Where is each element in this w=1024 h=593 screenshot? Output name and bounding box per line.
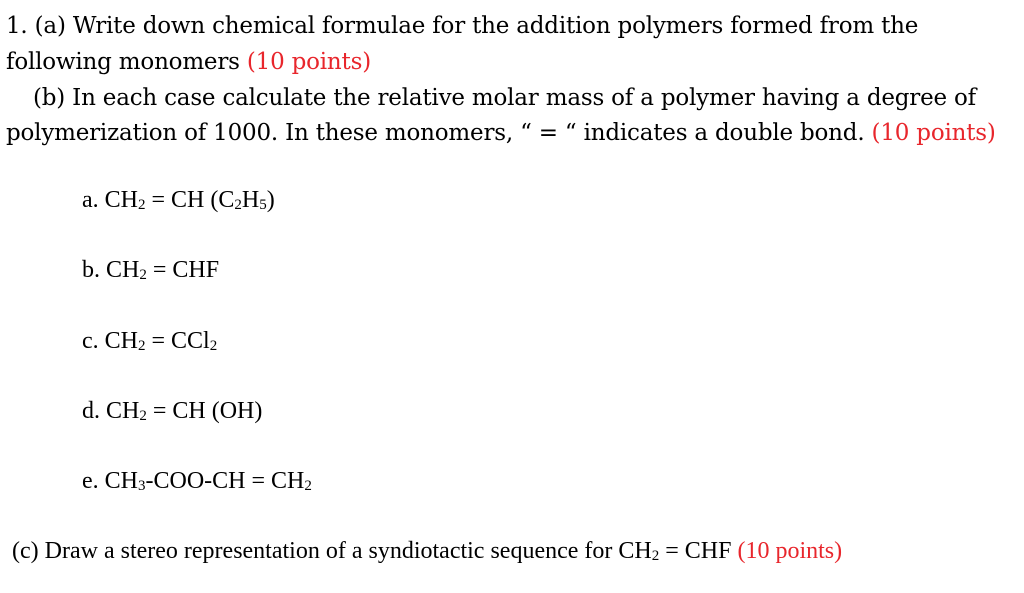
monomer-e-formula-2: -COO-CH = CH xyxy=(145,468,305,494)
monomer-a-sub-1: 2 xyxy=(138,197,146,213)
monomer-e-label: e. xyxy=(82,468,105,494)
monomer-e-sub-1: 3 xyxy=(138,478,146,494)
monomer-d-label: d. xyxy=(82,398,106,424)
monomer-d-formula-2: = CH (OH) xyxy=(146,398,263,424)
part-c-points: (10 points) xyxy=(737,538,843,564)
part-a-text-1: 1. (a) Write down chemical formulae for the addition polymers formed from the xyxy=(6,13,919,39)
part-c-text-1: (c) Draw a stereo representation of a syndiotactic sequence for CH xyxy=(12,538,652,564)
question-part-b-line-1 xyxy=(33,84,976,112)
monomer-d-formula-1: CH xyxy=(106,398,140,424)
monomer-b-formula-2: = CHF xyxy=(146,257,220,283)
monomer-b xyxy=(82,256,219,284)
part-a-text-2: following monomers xyxy=(6,49,247,75)
part-b-text-1: (b) In each case calculate the relative molar mass of a polymer having a degree of xyxy=(33,85,976,111)
monomer-a-formula-2: = CH (C xyxy=(145,187,235,213)
monomer-a-formula-1: CH xyxy=(104,187,138,213)
monomer-a-formula-4: ) xyxy=(266,187,275,213)
part-a-points: (10 points) xyxy=(246,49,371,75)
monomer-c-formula-1: CH xyxy=(104,328,138,354)
monomer-a-formula-3: H xyxy=(241,187,260,213)
monomer-c xyxy=(82,327,217,355)
monomer-e xyxy=(82,467,312,495)
part-b-points: (10 points) xyxy=(871,120,996,146)
monomer-b-sub-1: 2 xyxy=(139,267,147,283)
monomer-d xyxy=(82,397,262,425)
monomer-a-sub-2: 2 xyxy=(234,197,242,213)
question-part-b-line-2 xyxy=(6,119,996,147)
monomer-b-formula-1: CH xyxy=(106,257,140,283)
monomer-c-label: c. xyxy=(82,328,105,354)
monomer-b-label: b. xyxy=(82,257,106,283)
monomer-c-sub-2: 2 xyxy=(209,338,218,354)
monomer-a xyxy=(82,186,275,214)
monomer-e-sub-2: 2 xyxy=(304,478,312,494)
monomer-a-sub-3: 5 xyxy=(259,197,267,213)
monomer-e-formula-1: CH xyxy=(104,468,138,494)
part-c-sub: 2 xyxy=(651,548,660,564)
part-b-text-2: polymerization of 1000. In these monomers, “ = “ indicates a double bond. xyxy=(6,120,872,146)
monomer-c-sub-1: 2 xyxy=(138,338,146,354)
monomer-c-formula-2: = CCl xyxy=(145,328,210,354)
question-part-a-line-1 xyxy=(6,12,918,40)
question-part-c xyxy=(12,537,842,565)
part-c-text-2: = CHF xyxy=(659,538,738,564)
question-part-a-line-2 xyxy=(6,48,371,76)
monomer-a-label: a. xyxy=(82,187,105,213)
monomer-d-sub-1: 2 xyxy=(139,408,147,424)
